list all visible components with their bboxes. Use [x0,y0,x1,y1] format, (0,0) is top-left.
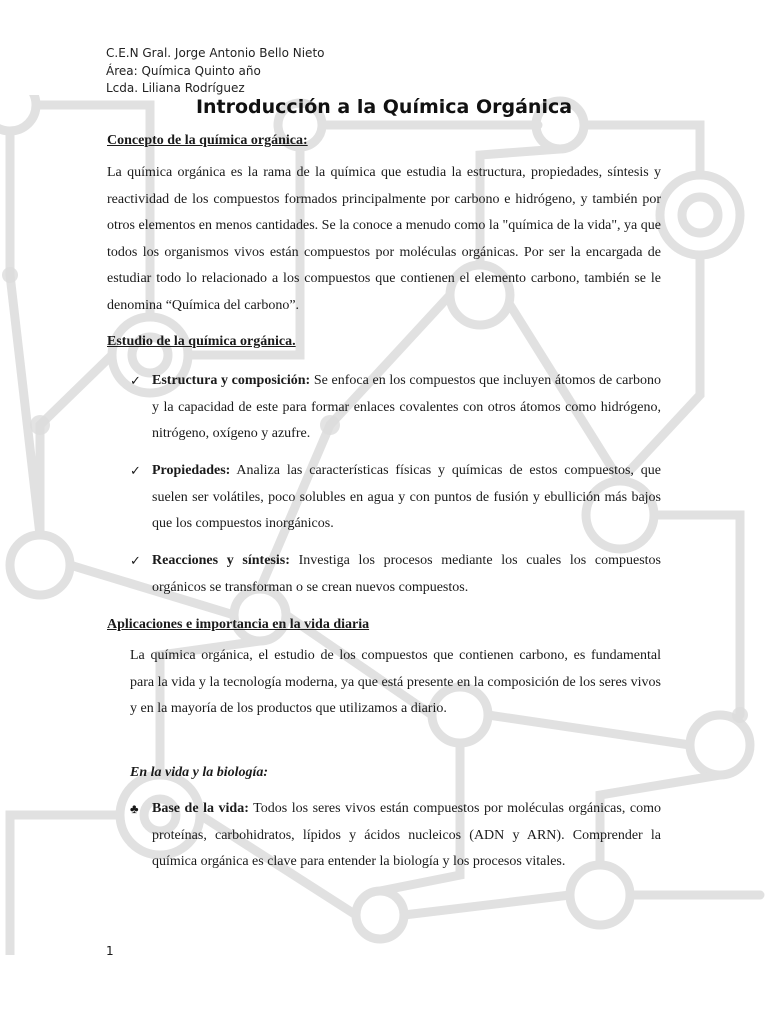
list-item-label: Base de la vida: [152,801,249,816]
list-item-label: Reacciones y síntesis: [152,553,290,568]
list-item-text [152,368,661,448]
list-item-body: Todos los seres vivos están compuestos por moléculas orgánicas, como proteínas, carbohidratos, lípidos y ácidos nucleicos (ADN y ARN). Comprender la química orgánica es clave para entender la biología y los procesos vitales. [152,801,661,870]
applications-paragraph: La química orgánica, el estudio de los compuestos que contienen carbono, es fundamental para la vida y la tecnología moderna, ya que está presente en la composición de los seres vivos y en la mayoría de los productos que utilizamos a diario. [130,648,661,717]
list-item-text [152,796,661,876]
list-item-text [152,548,661,601]
section-heading-applications: Aplicaciones e importancia en la vida diaria [107,617,370,632]
header-school: C.E.N Gral. Jorge Antonio Bello Nieto [106,46,325,60]
checkmark-icon: ✓ [130,553,141,568]
list-item-label: Estructura y composición: [152,373,311,388]
header-area: Área: Química Quinto año [106,64,261,78]
header-teacher: Lcda. Liliana Rodríguez [106,81,245,95]
page-title: Introducción a la Química Orgánica [195,96,573,118]
section-heading-study: Estudio de la química orgánica. [107,334,296,349]
list-item-body: Investiga los procesos mediante los cuales los compuestos orgánicos se transforman o se crean nuevos compuestos. [152,553,661,595]
checkmark-icon: ✓ [130,373,141,388]
list-item-body: Se enfoca en los compuestos que incluyen átomos de carbono y la capacidad de este para formar enlaces covalentes con otros átomos como hidrógeno, nitrógeno, oxígeno y azufre. [152,373,661,442]
subheading-biology: En la vida y la biología: [130,765,269,780]
page-number: 1 [106,944,114,958]
list-item-label: Propiedades: [152,463,231,478]
section-heading-concept: Concepto de la química orgánica: [107,133,308,148]
checkmark-icon: ✓ [130,463,141,478]
club-icon: ♣ [130,801,139,816]
list-item-text [152,458,661,538]
concept-paragraph: La química orgánica es la rama de la química que estudia la estructura, propiedades, síntesis y reactividad de los compuestos formados principalmente por carbono e hidrógeno, y también por otros elementos en menos cantidades. Se la conoce a menudo como la "química de la vida", ya que todos los organismos vivos están compuestos por moléculas orgánicas. Por ser la encargada de estudiar todo lo relacionado a los compuestos que contienen el elemento carbono, también se le denomina “Química del carbono”. [107,165,661,313]
list-item-body: Analiza las características físicas y químicas de estos compuestos, que suelen ser volátiles, poco solubles en agua y con puntos de fusión y ebullición más bajos que los compuestos inorgánicos. [152,463,661,532]
